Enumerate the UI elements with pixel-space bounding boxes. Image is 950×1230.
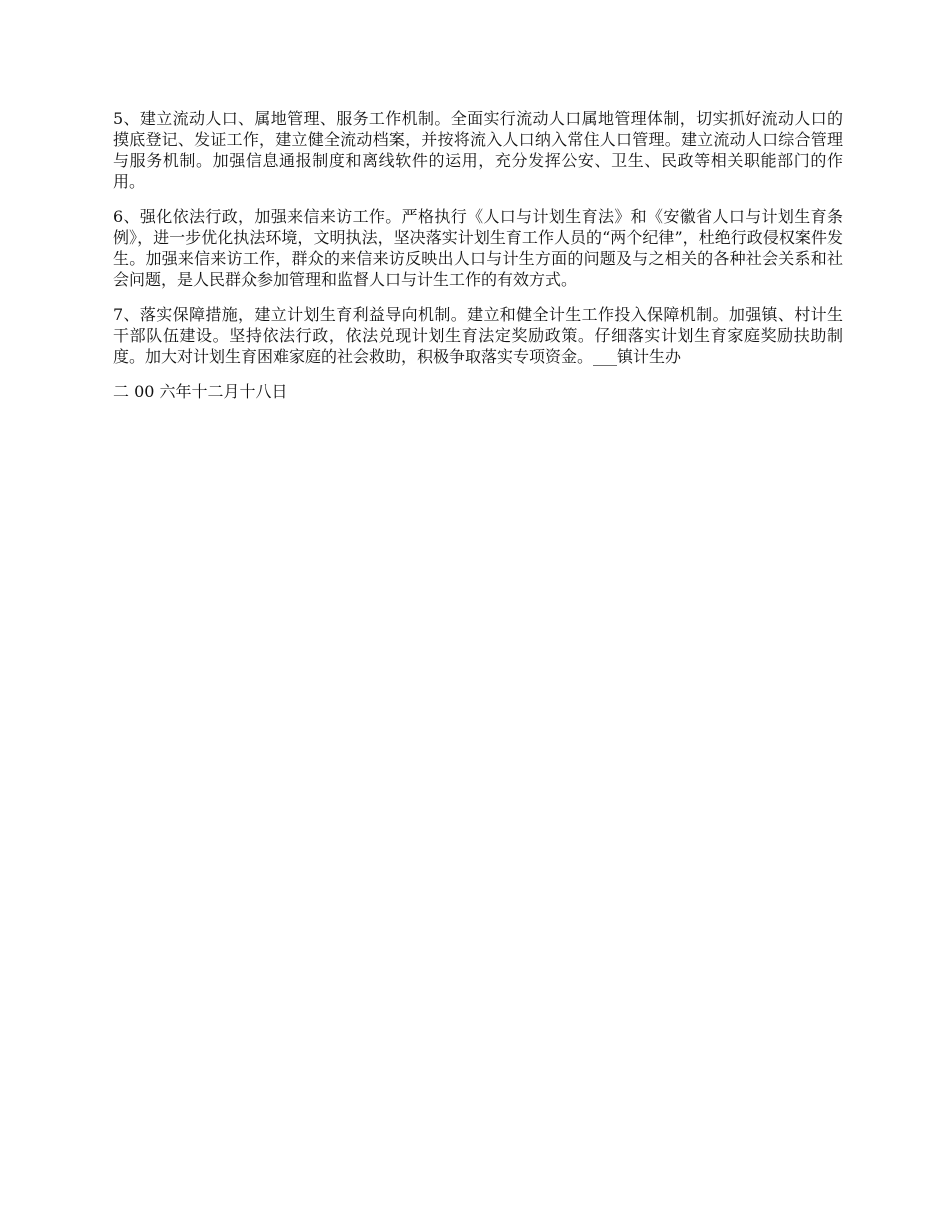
document-page: [113, 108, 843, 416]
document-date: 二 00 六年十二月十八日: [113, 382, 288, 401]
paragraph-5-floating-population: 5、建立流动人口、属地管理、服务工作机制。全面实行流动人口属地管理体制，切实抓好流动人口的摸底登记、发证工作，建立健全流动档案，并按将流入人口纳入常住人口管理。建立流动人口综合管理与服务机制。加强信息通报制度和离线软件的运用，充分发挥公安、卫生、民政等相关职能部门的作用。: [113, 109, 843, 191]
paragraph-6-law-enforcement: 6、强化依法行政，加强来信来访工作。严格执行《人口与计划生育法》和《安徽省人口与计划生育条例》，进一步优化执法环境，文明执法，坚决落实计划生育工作人员的“两个纪律”，杜绝行政侵权案件发生。加强来信来访工作，群众的来信来访反映出人口与计生方面的问题及与之相关的各种社会关系和社会问题，是人民群众参加管理和监督人口与计生工作的有效方式。: [113, 207, 843, 289]
paragraph-7-safeguard-measures: 7、落实保障措施，建立计划生育利益导向机制。建立和健全计生工作投入保障机制。加强镇、村计生干部队伍建设。坚持依法行政，依法兑现计划生育法定奖励政策。仔细落实计划生育家庭奖励扶助制度。加大对计划生育困难家庭的社会救助，积极争取落实专项资金。___镇计生办: [113, 305, 843, 366]
